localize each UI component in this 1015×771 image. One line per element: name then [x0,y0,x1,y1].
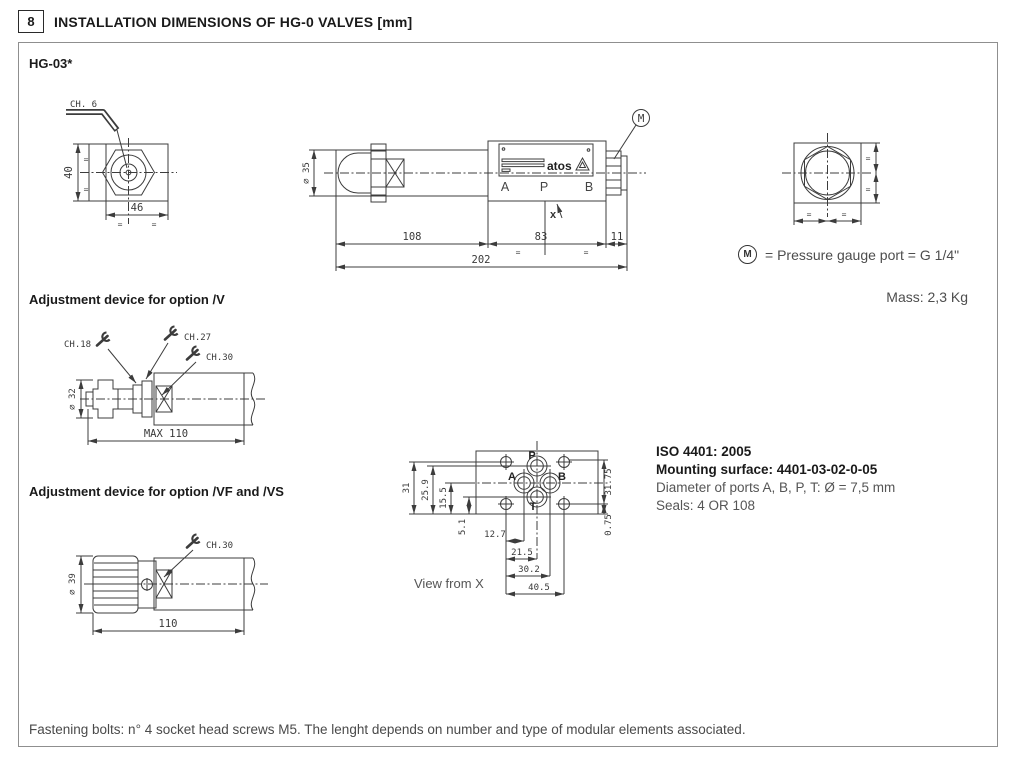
dim-11: 11 [610,231,624,243]
seals-line: Seals: 4 OR 108 [656,498,756,513]
port-label-a: A [500,180,510,194]
gauge-mark-m: M [738,245,757,264]
figure-side-view [294,99,654,284]
port-diameter-line: Diameter of ports A, B, P, T: Ø = 7,5 mm [656,480,896,495]
pressure-gauge-note [738,245,959,264]
dim-21-5: 21.5 [511,548,533,558]
dim-25-9: 25.9 [421,479,431,501]
mount-port-a: A [508,471,516,483]
page-title: INSTALLATION DIMENSIONS OF HG-0 VALVES [mm] [54,13,413,30]
mass-note: Mass: 2,3 Kg [886,289,968,305]
dim-max-110: MAX 110 [143,428,189,440]
pressure-gauge-note-text: = Pressure gauge port = G 1/4" [765,246,960,263]
section-number: 8 [27,14,35,29]
mount-port-t: T [529,501,537,513]
fastening-bolts-note: Fastening bolts: n° 4 socket head screws M5. The lenght depends on number and type of modular elements associated. [29,722,746,737]
end-view-left-geometry [80,130,177,224]
adjustment-vf-heading: Adjustment device for option /VF and /VS [29,484,284,499]
dim-width-46: 46 [130,202,144,214]
dim-diameter-35: ⌀ 35 [302,162,312,184]
symmetry-mark: = [151,220,157,229]
symmetry-mark: = [117,220,123,229]
section-number-box [18,10,44,33]
adjustment-v-heading: Adjustment device for option /V [29,292,225,307]
dim-202: 202 [471,254,491,266]
iso-standard-line: ISO 4401: 2005 [656,444,752,459]
mount-port-p: P [528,450,536,462]
port-label-b: B [584,180,594,194]
figure-adjustment-v [56,319,321,459]
dim-5-1: 5.1 [458,518,468,536]
dim-83: 83 [534,231,548,243]
dim-30-2: 30.2 [518,565,540,575]
dim-0-75: 0.75 [604,514,614,536]
dim-15-5: 15.5 [439,487,449,509]
symmetry-mark: = [865,154,871,163]
page-header [18,10,412,33]
gauge-mark-letter: M [637,112,645,125]
port-label-p: P [539,180,549,194]
view-from-x-label: View from X [414,576,484,591]
dim-12-7: 12.7 [484,530,506,540]
figure-end-view-left [56,93,266,248]
side-view-dimensions [309,150,627,271]
wrench-size-ch18: CH.18 [64,340,92,350]
wrench-size-ch30: CH.30 [206,541,234,551]
mounting-surface-line: Mounting surface: 4401-03-02-0-05 [656,462,878,477]
iso-specification-block [656,443,895,515]
symmetry-mark: = [515,248,521,257]
mounting-surface-geometry [466,441,608,559]
dim-40-5: 40.5 [528,583,550,593]
wrench-icon [165,327,178,340]
figure-adjustment-vf [56,529,306,644]
dim-height-40: 40 [63,166,75,179]
dim-31: 31 [402,482,412,494]
dim-diameter-39: ⌀ 39 [68,573,78,595]
atos-logo-text: atos [547,159,572,173]
wrench-icon [187,535,200,548]
allen-key-icon [66,112,117,130]
dim-110: 110 [158,618,178,630]
allen-key-size-label: CH. 6 [70,100,98,110]
dim-108: 108 [402,231,422,243]
symmetry-mark: = [83,155,89,164]
symmetry-mark: = [806,210,812,219]
mount-port-b: B [558,471,566,483]
view-x-arrow [557,204,562,218]
wrench-size-ch30: CH.30 [206,353,234,363]
model-label: HG-03* [29,56,73,71]
drawing-panel [18,42,998,747]
side-view-geometry [324,125,646,255]
adjustment-vf-geometry [84,550,268,613]
symmetry-mark: = [83,185,89,194]
dim-diameter-32: ⌀ 32 [68,388,78,410]
figure-end-view-right [776,129,901,234]
figure-mounting-surface [396,433,641,603]
symmetry-mark: = [841,210,847,219]
wrench-size-ch27: CH.27 [184,333,212,343]
symmetry-mark: = [583,248,589,257]
wrench-icon [187,347,200,360]
end-view-right-geometry [782,133,873,217]
view-x-reference: x [550,209,557,221]
symmetry-mark: = [865,185,871,194]
dim-31-75: 31.75 [604,468,614,496]
adjustment-v-geometry [80,343,266,425]
wrench-icon [97,333,110,346]
